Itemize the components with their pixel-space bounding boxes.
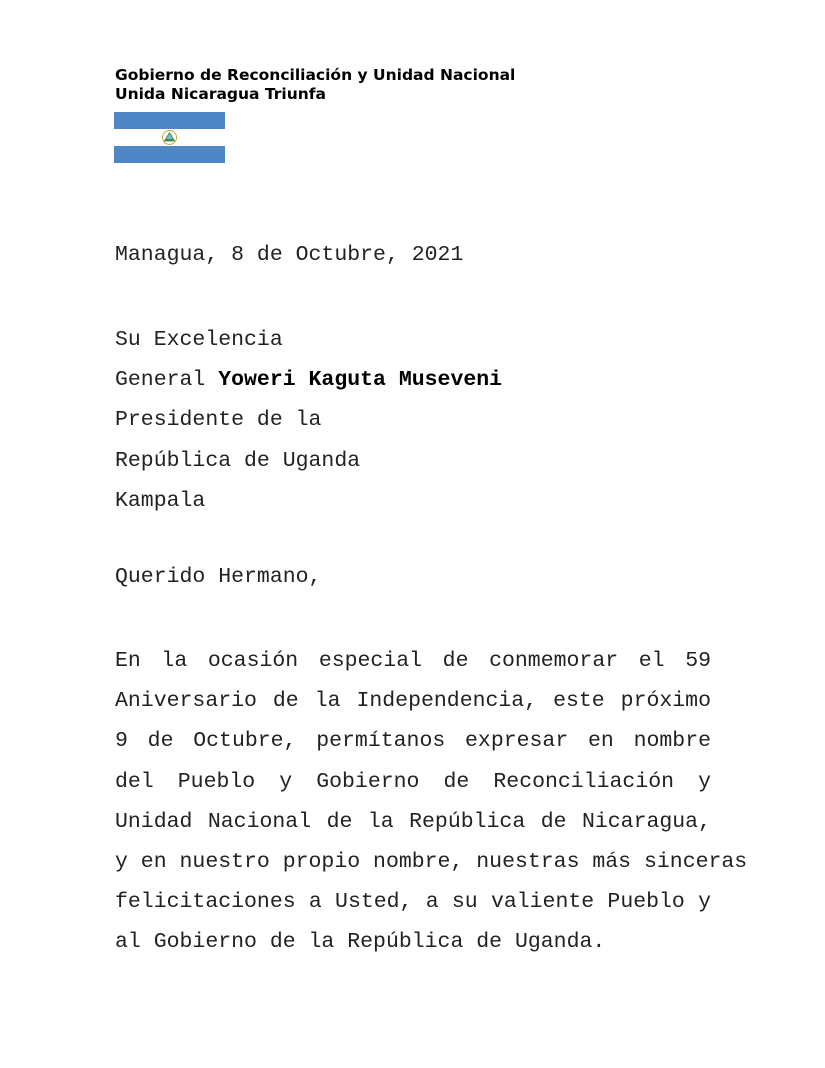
body-line: Unidad Nacional de la República de Nicaragua, [115, 809, 711, 834]
nicaragua-flag-icon [114, 112, 225, 163]
letterhead [115, 66, 515, 104]
body-line: felicitaciones a Usted, a su valiente Pueblo y [115, 890, 711, 915]
letter-body [115, 641, 748, 963]
body-line: Aniversario de la Independencia, este próximo [115, 689, 711, 714]
recipient-salutation: Su Excelencia [115, 328, 283, 352]
body-line: y en nuestro propio nombre, nuestras más sinceras [115, 850, 748, 875]
letterhead-slogan: Unida Nicaragua Triunfa [115, 85, 327, 103]
body-line: al Gobierno de la República de Uganda. [115, 930, 606, 955]
letter-date: Managua, 8 de Octubre, 2021 [115, 243, 464, 267]
recipient-country: República de Uganda [115, 448, 361, 473]
body-line: del Pueblo y Gobierno de Reconciliación y [115, 769, 711, 794]
recipient-block [115, 320, 502, 521]
recipient-position: Presidente de la [115, 408, 322, 433]
recipient-title: General [115, 368, 219, 393]
recipient-name: Yoweri Kaguta Museveni [218, 368, 503, 393]
recipient-name-line [115, 360, 502, 400]
letter-greeting: Querido Hermano, [115, 565, 322, 589]
letterhead-government-name: Gobierno de Reconciliación y Unidad Nacional [115, 66, 516, 84]
body-line: 9 de Octubre, permítanos expresar en nombre [115, 729, 711, 754]
body-line: En la ocasión especial de conmemorar el 59 [115, 649, 711, 673]
recipient-city: Kampala [115, 488, 206, 513]
